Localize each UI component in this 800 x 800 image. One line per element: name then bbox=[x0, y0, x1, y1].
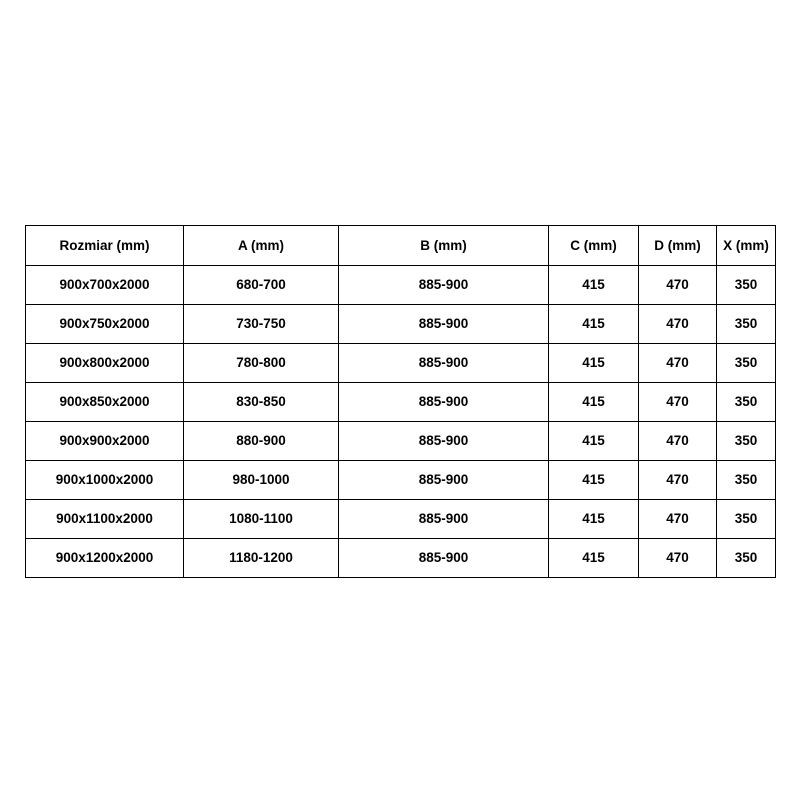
cell-rozmiar: 900x700x2000 bbox=[26, 266, 184, 305]
cell-b: 885-900 bbox=[339, 383, 549, 422]
cell-rozmiar: 900x1200x2000 bbox=[26, 539, 184, 578]
table-header bbox=[26, 226, 776, 266]
cell-b: 885-900 bbox=[339, 266, 549, 305]
cell-d: 470 bbox=[639, 422, 717, 461]
cell-x: 350 bbox=[717, 383, 776, 422]
column-header-b: B (mm) bbox=[339, 226, 549, 266]
cell-x: 350 bbox=[717, 266, 776, 305]
cell-c: 415 bbox=[549, 305, 639, 344]
cell-c: 415 bbox=[549, 500, 639, 539]
column-header-a: A (mm) bbox=[184, 226, 339, 266]
cell-c: 415 bbox=[549, 461, 639, 500]
cell-a: 830-850 bbox=[184, 383, 339, 422]
table-row bbox=[26, 422, 776, 461]
cell-rozmiar: 900x1100x2000 bbox=[26, 500, 184, 539]
column-header-rozmiar: Rozmiar (mm) bbox=[26, 226, 184, 266]
cell-d: 470 bbox=[639, 344, 717, 383]
cell-rozmiar: 900x800x2000 bbox=[26, 344, 184, 383]
cell-x: 350 bbox=[717, 422, 776, 461]
cell-a: 730-750 bbox=[184, 305, 339, 344]
cell-c: 415 bbox=[549, 344, 639, 383]
cell-d: 470 bbox=[639, 539, 717, 578]
cell-x: 350 bbox=[717, 500, 776, 539]
table-row bbox=[26, 344, 776, 383]
cell-rozmiar: 900x900x2000 bbox=[26, 422, 184, 461]
cell-a: 880-900 bbox=[184, 422, 339, 461]
cell-a: 1080-1100 bbox=[184, 500, 339, 539]
table-row bbox=[26, 500, 776, 539]
table-row bbox=[26, 305, 776, 344]
specification-table-container bbox=[25, 225, 775, 578]
cell-x: 350 bbox=[717, 344, 776, 383]
cell-rozmiar: 900x1000x2000 bbox=[26, 461, 184, 500]
cell-a: 780-800 bbox=[184, 344, 339, 383]
cell-b: 885-900 bbox=[339, 344, 549, 383]
cell-c: 415 bbox=[549, 422, 639, 461]
cell-c: 415 bbox=[549, 539, 639, 578]
cell-b: 885-900 bbox=[339, 461, 549, 500]
cell-d: 470 bbox=[639, 305, 717, 344]
cell-a: 680-700 bbox=[184, 266, 339, 305]
table-row bbox=[26, 383, 776, 422]
cell-rozmiar: 900x850x2000 bbox=[26, 383, 184, 422]
table-row bbox=[26, 266, 776, 305]
cell-x: 350 bbox=[717, 539, 776, 578]
cell-b: 885-900 bbox=[339, 305, 549, 344]
cell-c: 415 bbox=[549, 266, 639, 305]
cell-b: 885-900 bbox=[339, 500, 549, 539]
cell-b: 885-900 bbox=[339, 422, 549, 461]
table-body bbox=[26, 266, 776, 578]
cell-d: 470 bbox=[639, 266, 717, 305]
cell-d: 470 bbox=[639, 500, 717, 539]
column-header-x: X (mm) bbox=[717, 226, 776, 266]
cell-x: 350 bbox=[717, 461, 776, 500]
cell-rozmiar: 900x750x2000 bbox=[26, 305, 184, 344]
column-header-d: D (mm) bbox=[639, 226, 717, 266]
cell-b: 885-900 bbox=[339, 539, 549, 578]
cell-c: 415 bbox=[549, 383, 639, 422]
specification-table bbox=[25, 225, 776, 578]
cell-d: 470 bbox=[639, 383, 717, 422]
table-row bbox=[26, 539, 776, 578]
cell-a: 980-1000 bbox=[184, 461, 339, 500]
cell-a: 1180-1200 bbox=[184, 539, 339, 578]
table-row bbox=[26, 461, 776, 500]
table-header-row bbox=[26, 226, 776, 266]
cell-x: 350 bbox=[717, 305, 776, 344]
column-header-c: C (mm) bbox=[549, 226, 639, 266]
cell-d: 470 bbox=[639, 461, 717, 500]
